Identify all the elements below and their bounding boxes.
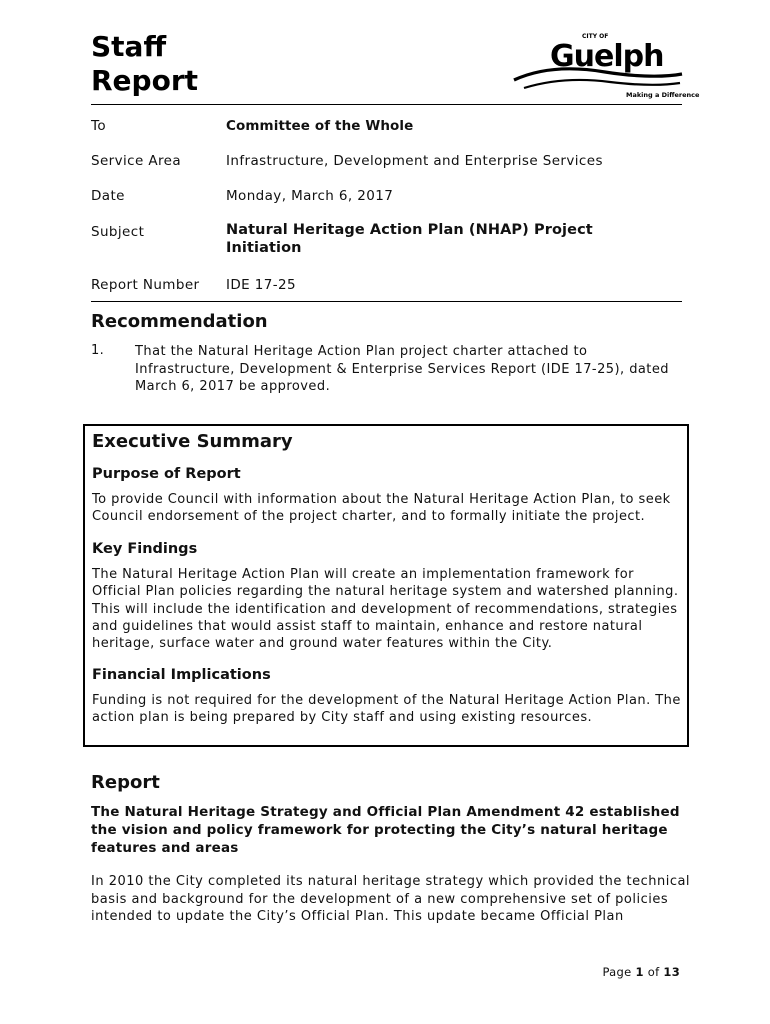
header-rule: [91, 104, 682, 105]
page-number: 1: [635, 965, 644, 979]
logo-prefix: CITY OF: [582, 33, 609, 40]
service-area-value: Infrastructure, Development and Enterprise Services: [226, 153, 603, 169]
key-findings-text: The Natural Heritage Action Plan will create an implementation framework for Official Plan policies regarding the natural heritage system and watershed planning. This will include the identification and development of recommendations, strategies and guidelines that would assist staff to maintain, enhance and restore natural heritage, surface water and ground water features within the City.: [92, 567, 679, 652]
report-body-text: In 2010 the City completed its natural heritage strategy which provided the technical basis and background for the development of a new comprehensive set of policies intended to update the City’s Official Plan. This update became Official Plan: [91, 874, 691, 924]
report-number-value: IDE 17-25: [226, 277, 297, 293]
report-subheading: The Natural Heritage Strategy and Official Plan Amendment 42 established the vision and policy framework for protecting the City’s natural heritage features and areas: [91, 804, 680, 856]
page-word: Page: [602, 965, 632, 979]
of-word: of: [647, 965, 660, 979]
report-heading: Report: [91, 772, 160, 793]
document-title: [91, 30, 198, 98]
purpose-text: To provide Council with information about the Natural Heritage Action Plan, to seek Council endorsement of the project charter, and to formally initiate the project.: [92, 492, 671, 525]
page-total: 13: [663, 965, 680, 979]
subject-value-line-1: Natural Heritage Action Plan (NHAP) Project: [226, 222, 593, 238]
report-number-label: Report Number: [91, 277, 200, 293]
date-value: Monday, March 6, 2017: [226, 188, 394, 204]
subject-value: [226, 221, 646, 257]
logo-swoosh-lower: [524, 80, 680, 88]
meta-rule: [91, 301, 682, 302]
title-line-1: Staff: [91, 30, 167, 63]
city-of-guelph-logo: [510, 28, 700, 100]
logo-tagline: Making a Difference: [626, 91, 700, 99]
recommendation-heading: Recommendation: [91, 311, 268, 332]
logo-wordmark: Guelph: [550, 39, 664, 74]
key-findings-heading: Key Findings: [92, 541, 198, 557]
page-footer: [602, 965, 680, 979]
subject-label: Subject: [91, 224, 145, 240]
purpose-heading: Purpose of Report: [92, 466, 241, 482]
to-label: To: [91, 118, 107, 134]
financial-implications-heading: Financial Implications: [92, 667, 271, 683]
executive-summary-heading: Executive Summary: [92, 431, 293, 452]
to-value: Committee of the Whole: [226, 118, 414, 134]
financial-implications-text: Funding is not required for the development of the Natural Heritage Action Plan. The action plan is being prepared by City staff and using existing resources.: [92, 693, 681, 726]
recommendation-number: 1.: [91, 343, 105, 358]
date-label: Date: [91, 188, 125, 204]
title-line-2: Report: [91, 64, 199, 97]
recommendation-text: That the Natural Heritage Action Plan project charter attached to Infrastructure, Development & Enterprise Services Report (IDE 17-25), dated March 6, 2017 be approved.: [135, 344, 670, 394]
executive-summary-box: [83, 424, 689, 747]
service-area-label: Service Area: [91, 153, 182, 169]
subject-value-line-2: Initiation: [226, 240, 302, 256]
